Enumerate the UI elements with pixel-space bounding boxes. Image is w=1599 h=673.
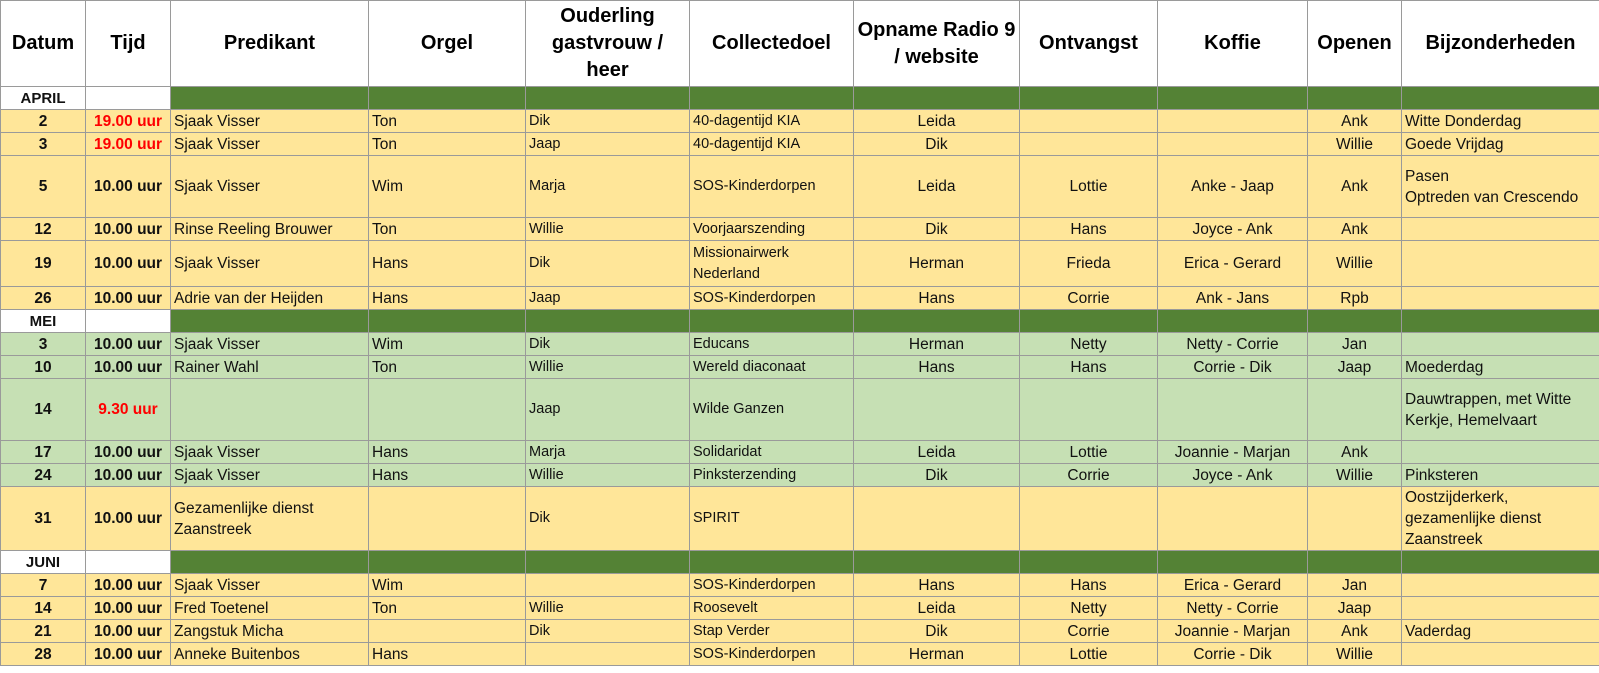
cell-ontvangst: Corrie (1020, 287, 1158, 310)
month-blank-cell (86, 310, 171, 333)
cell-bijzonderheden: Goede Vrijdag (1402, 133, 1599, 156)
cell-tijd: 19.00 uur (86, 133, 171, 156)
cell-opname: Dik (854, 464, 1020, 487)
cell-orgel: Hans (369, 464, 526, 487)
month-band-cell (1308, 310, 1402, 333)
month-row (1, 551, 1599, 574)
cell-orgel (369, 379, 526, 441)
cell-ouderling: Willie (526, 356, 690, 379)
cell-predikant: Fred Toetenel (171, 597, 369, 620)
cell-datum: 19 (1, 241, 86, 287)
cell-bijzonderheden (1402, 333, 1599, 356)
cell-ontvangst: Hans (1020, 218, 1158, 241)
cell-openen: Willie (1308, 241, 1402, 287)
cell-tijd: 10.00 uur (86, 441, 171, 464)
cell-tijd: 10.00 uur (86, 156, 171, 218)
cell-ontvangst: Hans (1020, 574, 1158, 597)
cell-tijd: 10.00 uur (86, 620, 171, 643)
cell-collectedoel: SOS-Kinderdorpen (690, 643, 854, 666)
cell-tijd: 10.00 uur (86, 241, 171, 287)
month-band-cell (526, 310, 690, 333)
table-row (1, 156, 1599, 218)
month-band-cell (171, 551, 369, 574)
cell-ouderling: Marja (526, 156, 690, 218)
cell-bijzonderheden: Oostzijderkerk, gezamenlijke dienst Zaanstreek (1402, 487, 1599, 551)
month-band-cell (369, 310, 526, 333)
cell-openen: Rpb (1308, 287, 1402, 310)
cell-orgel: Hans (369, 287, 526, 310)
cell-koffie: Joannie - Marjan (1158, 441, 1308, 464)
cell-ontvangst (1020, 133, 1158, 156)
cell-tijd: 19.00 uur (86, 110, 171, 133)
cell-bijzonderheden: Moederdag (1402, 356, 1599, 379)
cell-datum: 10 (1, 356, 86, 379)
cell-collectedoel: Missionairwerk Nederland (690, 241, 854, 287)
cell-ontvangst (1020, 110, 1158, 133)
cell-datum: 3 (1, 133, 86, 156)
month-band-cell (526, 551, 690, 574)
cell-ouderling (526, 643, 690, 666)
cell-opname: Leida (854, 110, 1020, 133)
table-row (1, 487, 1599, 551)
cell-predikant (171, 379, 369, 441)
cell-ouderling: Willie (526, 464, 690, 487)
cell-openen: Willie (1308, 643, 1402, 666)
cell-koffie (1158, 133, 1308, 156)
cell-bijzonderheden: Vaderdag (1402, 620, 1599, 643)
header-openen: Openen (1308, 1, 1402, 87)
cell-bijzonderheden (1402, 441, 1599, 464)
cell-ouderling: Jaap (526, 133, 690, 156)
month-row (1, 310, 1599, 333)
cell-predikant: Sjaak Visser (171, 464, 369, 487)
cell-openen (1308, 487, 1402, 551)
cell-koffie: Corrie - Dik (1158, 643, 1308, 666)
cell-ouderling: Willie (526, 597, 690, 620)
cell-tijd: 10.00 uur (86, 333, 171, 356)
cell-openen: Ank (1308, 156, 1402, 218)
header-ontvangst: Ontvangst (1020, 1, 1158, 87)
cell-opname: Hans (854, 356, 1020, 379)
cell-ouderling: Dik (526, 241, 690, 287)
cell-openen: Ank (1308, 620, 1402, 643)
month-band-cell (854, 310, 1020, 333)
cell-collectedoel: SOS-Kinderdorpen (690, 574, 854, 597)
cell-koffie: Corrie - Dik (1158, 356, 1308, 379)
cell-collectedoel: Voorjaarszending (690, 218, 854, 241)
header-tijd: Tijd (86, 1, 171, 87)
cell-ontvangst: Corrie (1020, 620, 1158, 643)
cell-koffie: Netty - Corrie (1158, 597, 1308, 620)
cell-opname: Leida (854, 441, 1020, 464)
cell-predikant: Rinse Reeling Brouwer (171, 218, 369, 241)
cell-bijzonderheden (1402, 643, 1599, 666)
cell-ouderling: Dik (526, 487, 690, 551)
cell-predikant: Adrie van der Heijden (171, 287, 369, 310)
table-body (1, 87, 1599, 666)
month-band-cell (526, 87, 690, 110)
cell-koffie: Joannie - Marjan (1158, 620, 1308, 643)
table-row (1, 620, 1599, 643)
cell-opname: Dik (854, 133, 1020, 156)
cell-tijd: 10.00 uur (86, 218, 171, 241)
cell-tijd: 9.30 uur (86, 379, 171, 441)
cell-orgel: Ton (369, 356, 526, 379)
cell-koffie (1158, 110, 1308, 133)
cell-ontvangst: Lottie (1020, 156, 1158, 218)
header-predikant: Predikant (171, 1, 369, 87)
month-band-cell (690, 551, 854, 574)
cell-tijd: 10.00 uur (86, 597, 171, 620)
cell-orgel: Ton (369, 110, 526, 133)
cell-datum: 28 (1, 643, 86, 666)
cell-ontvangst: Hans (1020, 356, 1158, 379)
cell-opname: Herman (854, 241, 1020, 287)
month-band-cell (171, 310, 369, 333)
cell-datum: 24 (1, 464, 86, 487)
cell-ontvangst: Netty (1020, 333, 1158, 356)
cell-ontvangst: Corrie (1020, 464, 1158, 487)
month-band-cell (1158, 310, 1308, 333)
cell-ouderling: Willie (526, 218, 690, 241)
cell-ontvangst: Frieda (1020, 241, 1158, 287)
cell-opname: Hans (854, 287, 1020, 310)
cell-tijd: 10.00 uur (86, 487, 171, 551)
cell-collectedoel: Roosevelt (690, 597, 854, 620)
cell-collectedoel: Solidaridat (690, 441, 854, 464)
cell-koffie: Ank - Jans (1158, 287, 1308, 310)
cell-ouderling: Dik (526, 333, 690, 356)
cell-openen: Jaap (1308, 356, 1402, 379)
cell-collectedoel: Pinksterzending (690, 464, 854, 487)
cell-ontvangst (1020, 379, 1158, 441)
cell-predikant: Anneke Buitenbos (171, 643, 369, 666)
cell-ouderling: Jaap (526, 287, 690, 310)
cell-opname (854, 379, 1020, 441)
cell-orgel: Hans (369, 643, 526, 666)
cell-openen: Willie (1308, 133, 1402, 156)
cell-opname: Leida (854, 597, 1020, 620)
cell-koffie (1158, 487, 1308, 551)
cell-predikant: Sjaak Visser (171, 110, 369, 133)
month-band-cell (854, 87, 1020, 110)
month-band-cell (1020, 87, 1158, 110)
cell-predikant: Sjaak Visser (171, 333, 369, 356)
cell-collectedoel: SOS-Kinderdorpen (690, 287, 854, 310)
cell-openen (1308, 379, 1402, 441)
table-row (1, 218, 1599, 241)
month-band-cell (1020, 551, 1158, 574)
cell-predikant: Sjaak Visser (171, 156, 369, 218)
cell-datum: 14 (1, 379, 86, 441)
cell-opname: Leida (854, 156, 1020, 218)
month-band-cell (690, 87, 854, 110)
cell-collectedoel: Wilde Ganzen (690, 379, 854, 441)
cell-ontvangst: Lottie (1020, 643, 1158, 666)
cell-datum: 2 (1, 110, 86, 133)
cell-openen: Ank (1308, 218, 1402, 241)
cell-orgel: Ton (369, 218, 526, 241)
cell-tijd: 10.00 uur (86, 643, 171, 666)
month-band-cell (369, 87, 526, 110)
cell-opname: Hans (854, 574, 1020, 597)
cell-collectedoel: Wereld diaconaat (690, 356, 854, 379)
table-row (1, 356, 1599, 379)
cell-koffie: Anke - Jaap (1158, 156, 1308, 218)
cell-koffie: Netty - Corrie (1158, 333, 1308, 356)
cell-predikant: Sjaak Visser (171, 441, 369, 464)
table-row (1, 241, 1599, 287)
table-row (1, 110, 1599, 133)
cell-orgel: Hans (369, 241, 526, 287)
header-koffie: Koffie (1158, 1, 1308, 87)
table-row (1, 574, 1599, 597)
cell-datum: 14 (1, 597, 86, 620)
cell-predikant: Gezamenlijke dienst Zaanstreek (171, 487, 369, 551)
cell-bijzonderheden: Dauwtrappen, met Witte Kerkje, Hemelvaart (1402, 379, 1599, 441)
cell-collectedoel: Educans (690, 333, 854, 356)
month-label: JUNI (1, 551, 86, 574)
cell-orgel (369, 620, 526, 643)
cell-bijzonderheden (1402, 218, 1599, 241)
month-blank-cell (86, 87, 171, 110)
cell-openen: Ank (1308, 441, 1402, 464)
cell-orgel (369, 487, 526, 551)
month-band-cell (1158, 87, 1308, 110)
table-row (1, 597, 1599, 620)
table-row (1, 287, 1599, 310)
cell-orgel: Ton (369, 133, 526, 156)
cell-predikant: Sjaak Visser (171, 574, 369, 597)
cell-collectedoel: SOS-Kinderdorpen (690, 156, 854, 218)
cell-predikant: Sjaak Visser (171, 241, 369, 287)
header-bijzonderheden: Bijzonderheden (1402, 1, 1599, 87)
month-band-cell (690, 310, 854, 333)
cell-collectedoel: 40-dagentijd KIA (690, 110, 854, 133)
cell-predikant: Zangstuk Micha (171, 620, 369, 643)
cell-ontvangst: Lottie (1020, 441, 1158, 464)
cell-opname: Dik (854, 218, 1020, 241)
cell-bijzonderheden: Pasen Optreden van Crescendo (1402, 156, 1599, 218)
cell-opname: Dik (854, 620, 1020, 643)
cell-predikant: Rainer Wahl (171, 356, 369, 379)
table-row (1, 643, 1599, 666)
cell-openen: Jaap (1308, 597, 1402, 620)
month-band-cell (854, 551, 1020, 574)
month-band-cell (369, 551, 526, 574)
month-band-cell (1020, 310, 1158, 333)
cell-koffie (1158, 379, 1308, 441)
header-opname: Opname Radio 9 / website (854, 1, 1020, 87)
header-collectedoel: Collectedoel (690, 1, 854, 87)
cell-tijd: 10.00 uur (86, 287, 171, 310)
cell-ouderling: Marja (526, 441, 690, 464)
cell-orgel: Wim (369, 333, 526, 356)
table-row (1, 441, 1599, 464)
cell-orgel: Ton (369, 597, 526, 620)
cell-datum: 26 (1, 287, 86, 310)
month-band-cell (1402, 551, 1599, 574)
cell-orgel: Wim (369, 156, 526, 218)
cell-datum: 7 (1, 574, 86, 597)
cell-bijzonderheden (1402, 241, 1599, 287)
month-band-cell (1308, 551, 1402, 574)
cell-datum: 31 (1, 487, 86, 551)
cell-ouderling (526, 574, 690, 597)
cell-openen: Jan (1308, 333, 1402, 356)
cell-orgel: Wim (369, 574, 526, 597)
cell-datum: 17 (1, 441, 86, 464)
month-label: APRIL (1, 87, 86, 110)
cell-ontvangst (1020, 487, 1158, 551)
cell-bijzonderheden: Pinksteren (1402, 464, 1599, 487)
cell-opname: Herman (854, 643, 1020, 666)
cell-bijzonderheden (1402, 574, 1599, 597)
cell-datum: 5 (1, 156, 86, 218)
cell-koffie: Erica - Gerard (1158, 574, 1308, 597)
cell-koffie: Joyce - Ank (1158, 218, 1308, 241)
month-band-cell (171, 87, 369, 110)
cell-collectedoel: SPIRIT (690, 487, 854, 551)
cell-bijzonderheden (1402, 287, 1599, 310)
cell-opname (854, 487, 1020, 551)
month-row (1, 87, 1599, 110)
cell-collectedoel: 40-dagentijd KIA (690, 133, 854, 156)
cell-bijzonderheden: Witte Donderdag (1402, 110, 1599, 133)
cell-tijd: 10.00 uur (86, 574, 171, 597)
cell-ouderling: Dik (526, 620, 690, 643)
table-row (1, 379, 1599, 441)
cell-openen: Jan (1308, 574, 1402, 597)
cell-predikant: Sjaak Visser (171, 133, 369, 156)
month-band-cell (1402, 310, 1599, 333)
cell-tijd: 10.00 uur (86, 464, 171, 487)
cell-openen: Willie (1308, 464, 1402, 487)
month-band-cell (1158, 551, 1308, 574)
cell-bijzonderheden (1402, 597, 1599, 620)
month-label: MEI (1, 310, 86, 333)
header-orgel: Orgel (369, 1, 526, 87)
header-row (1, 1, 1599, 87)
cell-datum: 21 (1, 620, 86, 643)
month-blank-cell (86, 551, 171, 574)
cell-datum: 3 (1, 333, 86, 356)
month-band-cell (1308, 87, 1402, 110)
cell-collectedoel: Stap Verder (690, 620, 854, 643)
cell-datum: 12 (1, 218, 86, 241)
cell-koffie: Erica - Gerard (1158, 241, 1308, 287)
cell-ontvangst: Netty (1020, 597, 1158, 620)
table-row (1, 464, 1599, 487)
cell-openen: Ank (1308, 110, 1402, 133)
header-ouderling: Ouderling gastvrouw / heer (526, 1, 690, 87)
table-row (1, 333, 1599, 356)
cell-koffie: Joyce - Ank (1158, 464, 1308, 487)
month-band-cell (1402, 87, 1599, 110)
cell-opname: Herman (854, 333, 1020, 356)
cell-orgel: Hans (369, 441, 526, 464)
header-datum: Datum (1, 1, 86, 87)
table-row (1, 133, 1599, 156)
cell-ouderling: Dik (526, 110, 690, 133)
cell-ouderling: Jaap (526, 379, 690, 441)
cell-tijd: 10.00 uur (86, 356, 171, 379)
